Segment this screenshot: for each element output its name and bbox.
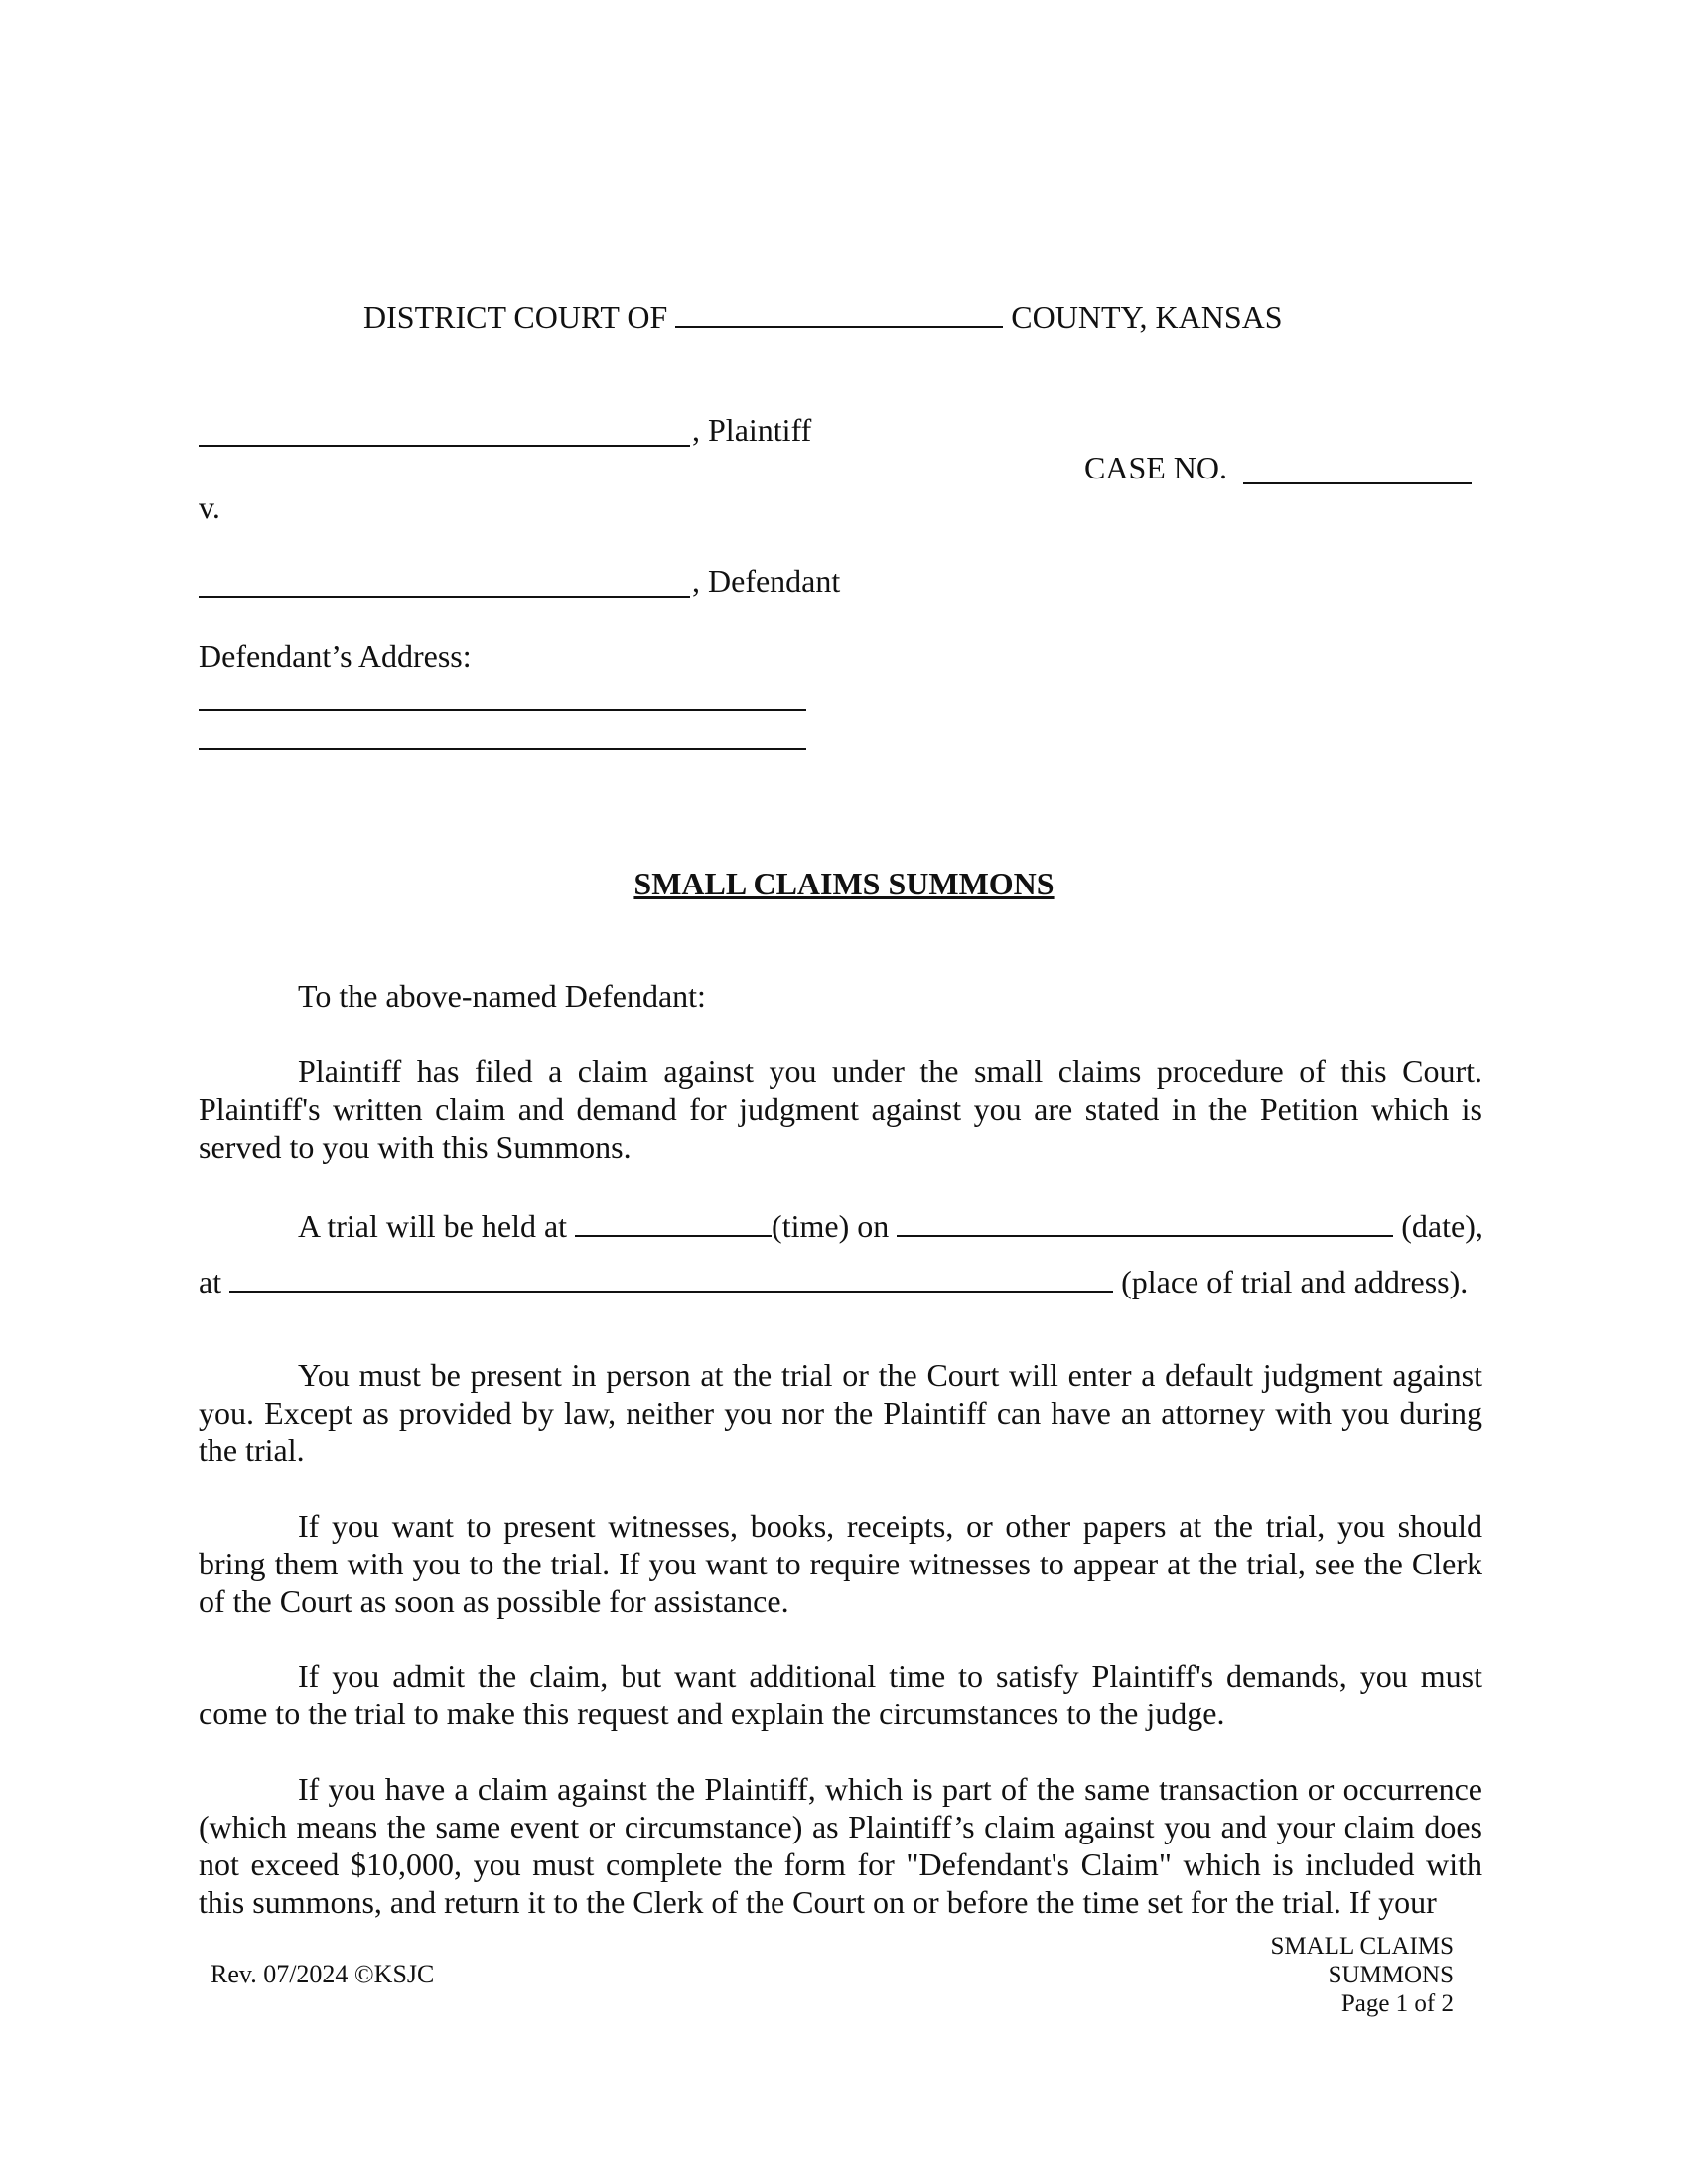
- trial-place-field[interactable]: [229, 1261, 1113, 1293]
- salutation: To the above-named Defendant:: [298, 978, 706, 1014]
- trial-place-line: [199, 1261, 1468, 1300]
- court-prefix: DISTRICT COURT OF: [363, 299, 668, 335]
- trial-time-label: (time) on: [772, 1208, 890, 1244]
- defendant-address-line-2[interactable]: [199, 748, 806, 750]
- trial-intro: A trial will be held at: [298, 1208, 568, 1244]
- court-suffix: COUNTY, KANSAS: [1011, 299, 1283, 335]
- trial-at-label: at: [199, 1264, 222, 1299]
- page-number: Page 1 of 2: [1340, 1990, 1454, 2017]
- counterclaim-paragraph: If you have a claim against the Plaintiff, which is part of the same transaction or occurrence (which means the same event or circumstance) as Plaintiff’s claim against you and your claim does not exceed $10,000, you must complete the form for "Defendant's Claim" which is included with this summons, and return it to the Clerk of the Court on or before the time set for the trial. If your: [199, 1771, 1482, 1920]
- form-name-line-1: SMALL CLAIMS: [1270, 1933, 1454, 1960]
- county-name-field[interactable]: [675, 296, 1003, 328]
- versus-label: v.: [199, 489, 220, 525]
- trial-time-date-line: [298, 1205, 1483, 1245]
- form-footer: [1270, 1932, 1454, 2018]
- defendant-address-label: Defendant’s Address:: [199, 638, 472, 674]
- trial-time-field[interactable]: [575, 1205, 772, 1237]
- claim-filed-paragraph: Plaintiff has filed a claim against you under the small claims procedure of this Court. Plaintiff's written claim and demand for judgment against you are stated in the Petition which is served to you with this Summons.: [199, 1053, 1482, 1164]
- court-heading: [363, 296, 1283, 336]
- trial-place-label: (place of trial and address).: [1121, 1264, 1469, 1299]
- admit-claim-paragraph: If you admit the claim, but want additional time to satisfy Plaintiff's demands, you must come to the trial to make this request and explain the circumstances to the judge.: [199, 1658, 1482, 1731]
- defendant-address-line-1[interactable]: [199, 709, 806, 711]
- trial-date-label: (date),: [1401, 1208, 1483, 1244]
- plaintiff-name-field[interactable]: [199, 445, 690, 447]
- witnesses-paragraph: If you want to present witnesses, books, receipts, or other papers at the trial, you should bring them with you to the trial. If you want to require witnesses to appear at the trial, see the Clerk of the Court as soon as possible for assistance.: [199, 1508, 1482, 1619]
- form-name-line-2: SUMMONS: [1328, 1962, 1454, 1988]
- case-number-field[interactable]: [1243, 482, 1472, 484]
- revision-note: Rev. 07/2024 ©KSJC: [211, 1960, 435, 1988]
- plaintiff-label: , Plaintiff: [692, 412, 812, 448]
- appearance-paragraph: You must be present in person at the trial or the Court will enter a default judgment against you. Except as provided by law, neither you nor the Plaintiff can have an attorney with you during the trial.: [199, 1357, 1482, 1468]
- document-title: SMALL CLAIMS SUMMONS: [633, 866, 1055, 901]
- defendant-label: , Defendant: [692, 563, 841, 599]
- case-number-label: CASE NO.: [1084, 450, 1228, 485]
- trial-date-field[interactable]: [897, 1205, 1393, 1237]
- defendant-name-field[interactable]: [199, 596, 690, 598]
